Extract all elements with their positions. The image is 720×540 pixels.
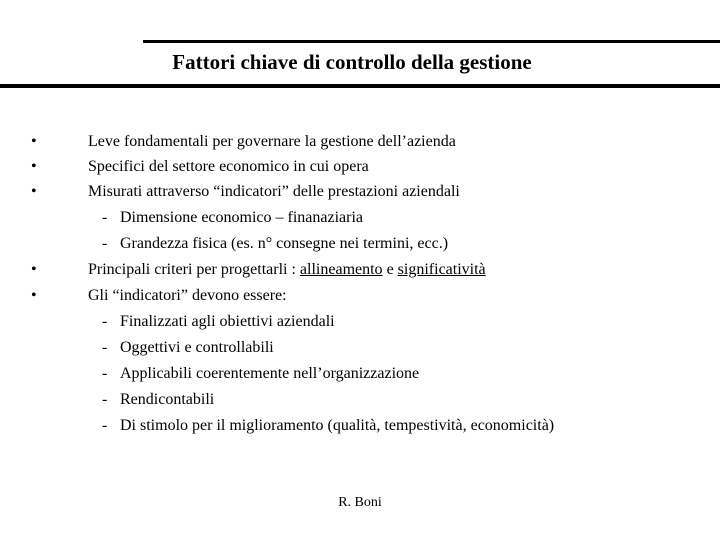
- item-text: Rendicontabili: [120, 391, 215, 408]
- bullet-marker: •: [31, 133, 37, 150]
- bullet-marker: •: [31, 183, 37, 200]
- dash-marker: -: [102, 339, 108, 356]
- item-text: Applicabili coerentemente nell’organizzazione: [120, 365, 420, 382]
- dash-marker: -: [102, 209, 108, 226]
- dash-marker: -: [102, 365, 108, 382]
- title-rule-top: [143, 40, 720, 43]
- dash-marker: -: [102, 391, 108, 408]
- item-text-part: Principali criteri per progettarli :: [88, 261, 300, 278]
- slide-footer: R. Boni: [338, 495, 382, 510]
- dash-marker: -: [102, 313, 108, 330]
- item-text: Dimensione economico – finanaziaria: [120, 209, 364, 226]
- item-text: Finalizzati agli obiettivi aziendali: [120, 313, 335, 330]
- item-text: Misurati attraverso “indicatori” delle prestazioni aziendali: [88, 183, 460, 200]
- item-text: Specifici del settore economico in cui opera: [88, 158, 369, 175]
- underlined-term: significatività: [397, 261, 486, 278]
- dash-marker: -: [102, 417, 108, 434]
- dash-marker: -: [102, 235, 108, 252]
- title-rule-bottom: [0, 84, 720, 88]
- item-text: Leve fondamentali per governare la gestione dell’azienda: [88, 133, 456, 150]
- item-text-part: e: [382, 261, 398, 278]
- slide-title: Fattori chiave di controllo della gestione: [172, 50, 532, 74]
- item-text: [88, 260, 486, 280]
- bullet-marker: •: [31, 261, 37, 278]
- item-text: Di stimolo per il miglioramento (qualità, tempestività, economicità): [120, 417, 555, 434]
- underlined-term: allineamento: [299, 261, 383, 278]
- item-text: Oggettivi e controllabili: [120, 339, 274, 356]
- item-text: Gli “indicatori” devono essere:: [88, 287, 287, 304]
- bullet-marker: •: [31, 158, 37, 175]
- bullet-marker: •: [31, 287, 37, 304]
- item-text: Grandezza fisica (es. n° consegne nei termini, ecc.): [120, 235, 449, 252]
